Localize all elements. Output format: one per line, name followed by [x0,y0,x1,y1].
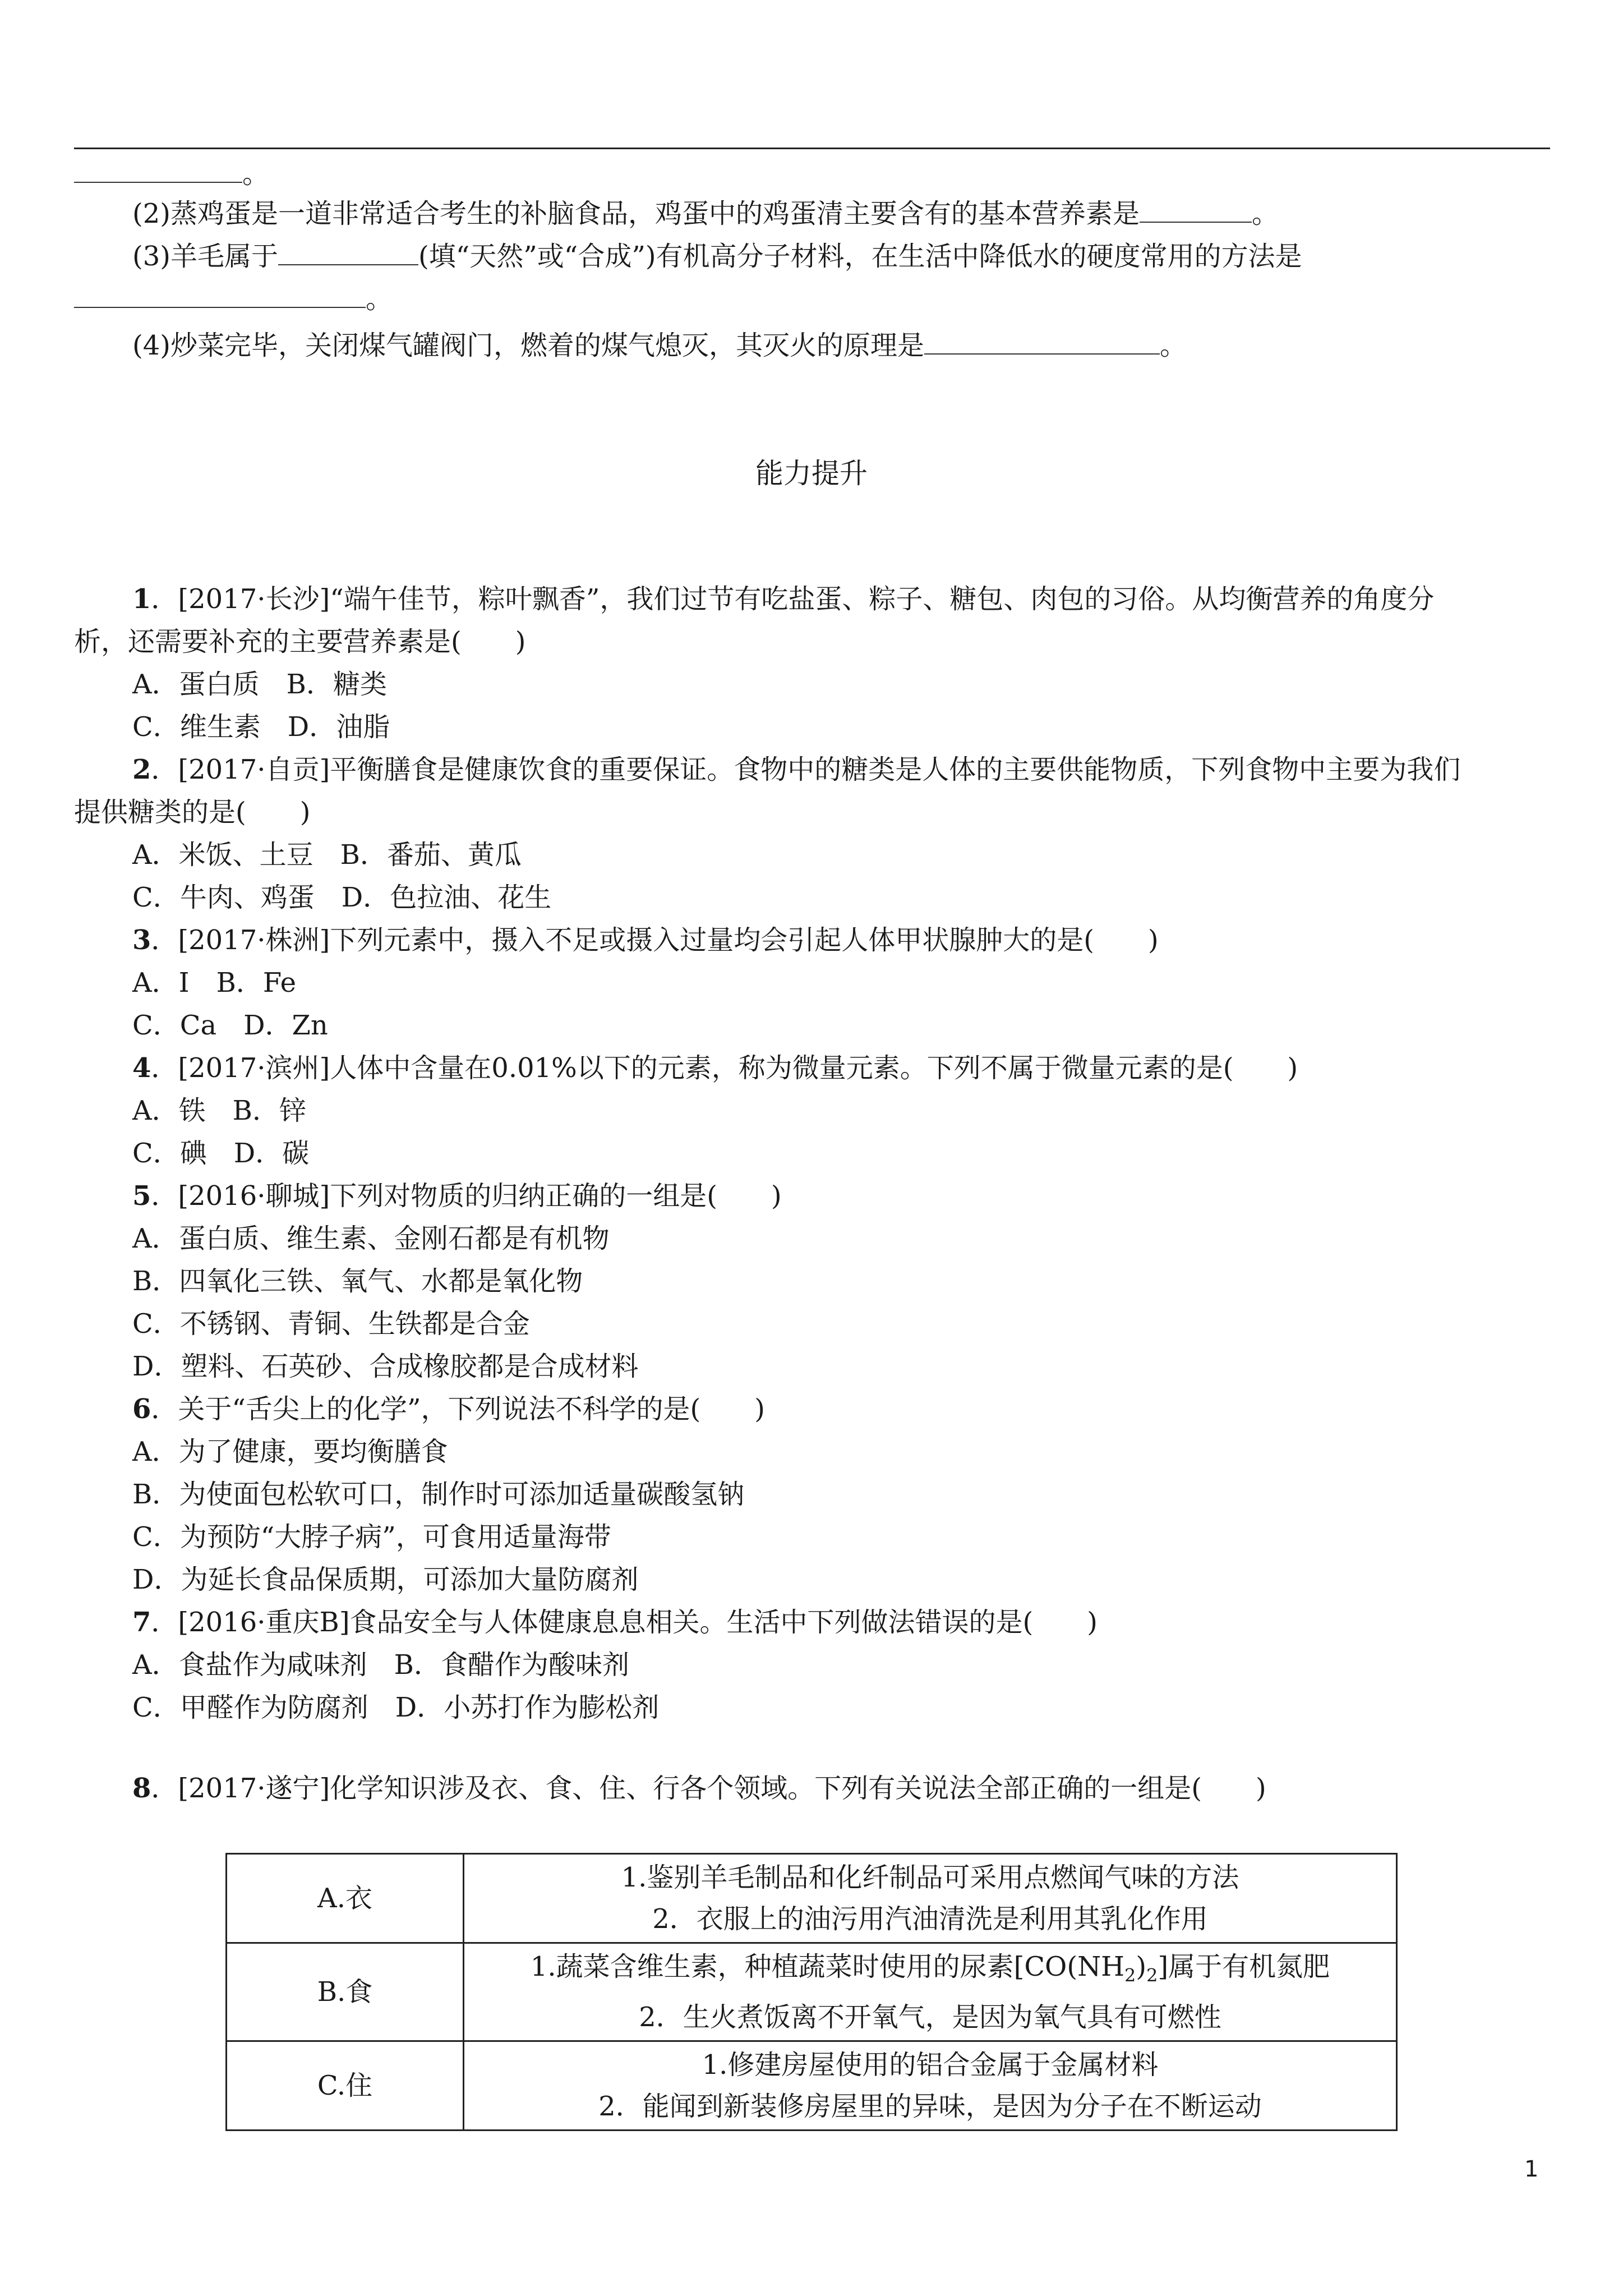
question-part-3-continued: 。 [74,278,393,320]
question-4: 4．[2017·滨州]人体中含量在0.01%以下的元素，称为微量元素。下列不属于微量元素的是( ) [132,1052,1298,1084]
question-5-option-d[interactable]: D．塑料、石英砂、合成橡胶都是合成材料 [132,1351,639,1382]
question-7: 7．[2016·重庆B]食品安全与人体健康息息相关。生活中下列做法错误的是( ) [132,1607,1098,1638]
option-label: B.食 [227,1943,464,2041]
question-1: 1．[2017·长沙]“端午佳节，粽叶飘香”，我们过节有吃盐蛋、粽子、糖包、肉包的习俗。从均衡营养的角度分 [132,583,1435,615]
table-row[interactable] [227,1943,1397,2041]
question-6-option-d[interactable]: D．为延长食品保质期，可添加大量防腐剂 [132,1564,639,1595]
option-label: A.衣 [227,1854,464,1943]
section-title: 能力提升 [755,457,868,490]
answer-blank[interactable] [74,279,366,308]
question-4-options-ab[interactable]: A．铁 B．锌 [132,1095,306,1126]
question-7-options-cd[interactable]: C．甲醛作为防腐剂 D．小苏打作为膨松剂 [132,1692,660,1723]
question-part-4: (4)炒菜完毕，关闭煤气罐阀门，燃着的煤气熄灭，其灭火的原理是 。 [132,324,1187,367]
option-statements: 1.鉴别羊毛制品和化纤制品可采用点燃闻气味的方法 2．衣服上的油污用汽油清洗是利用其乳化作用 [464,1854,1397,1943]
question-3-options-cd[interactable]: C．Ca D．Zn [132,1010,328,1041]
question-5-option-a[interactable]: A．蛋白质、维生素、金刚石都是有机物 [132,1223,610,1254]
question-part-2: (2)蒸鸡蛋是一道非常适合考生的补脑食品，鸡蛋中的鸡蛋清主要含有的基本营养素是 。 [132,192,1279,235]
header-rule [74,148,1550,149]
question-6-option-a[interactable]: A．为了健康，要均衡膳食 [132,1436,448,1467]
answer-blank[interactable] [924,325,1160,355]
question-5-option-b[interactable]: B．四氧化三铁、氧气、水都是氧化物 [132,1266,583,1297]
question-3: 3．[2017·株洲]下列元素中，摄入不足或摄入过量均会引起人体甲状腺肿大的是( ) [132,924,1159,956]
question-6: 6．关于“舌尖上的化学”，下列说法不科学的是( ) [132,1393,765,1425]
question-5: 5．[2016·聊城]下列对物质的归纳正确的一组是( ) [132,1180,782,1212]
question-6-option-c[interactable]: C．为预防“大脖子病”，可食用适量海带 [132,1521,611,1553]
question-1-options-ab[interactable]: A．蛋白质 B．糖类 [132,669,387,700]
answer-blank[interactable] [1140,194,1252,223]
question-7-options-ab[interactable]: A．食盐作为咸味剂 B．食醋作为酸味剂 [132,1649,629,1681]
option-label: C.住 [227,2041,464,2130]
question-1-options-cd[interactable]: C．维生素 D．油脂 [132,711,390,743]
question-3-options-ab[interactable]: A．I B．Fe [132,967,296,999]
question-2-options-cd[interactable]: C．牛肉、鸡蛋 D．色拉油、花生 [132,882,552,913]
option-statements: 1.蔬菜含维生素，种植蔬菜时使用的尿素$[CO(NH_2)_2]$属于有机氮肥 2．生火煮饭离不开氧气，是因为氧气具有可燃性 [464,1943,1397,2041]
question-8-options-table [225,1853,1398,2131]
question-4-options-cd[interactable]: C．碘 D．碳 [132,1138,310,1169]
table-row[interactable] [227,2041,1397,2130]
question-2: 2．[2017·自贡]平衡膳食是健康饮食的重要保证。食物中的糖类是人体的主要供能物质，下列食物中主要为我们 [132,754,1461,785]
question-5-option-c[interactable]: C．不锈钢、青铜、生铁都是合金 [132,1308,530,1340]
option-statements: 1.修建房屋使用的铝合金属于金属材料 2．能闻到新装修房屋里的异味，是因为分子在不断运动 [464,2041,1397,2130]
question-2-continued: 提供糖类的是( ) [74,797,311,828]
table-row[interactable] [227,1854,1397,1943]
question-6-option-b[interactable]: B．为使面包松软可口，制作时可添加适量碳酸氢钠 [132,1479,745,1510]
question-1-continued: 析，还需要补充的主要营养素是( ) [74,626,526,657]
question-2-options-ab[interactable]: A．米饭、土豆 B．番茄、黄瓜 [132,839,522,871]
answer-blank[interactable] [278,236,418,265]
answer-line-continued: 。 [74,153,269,195]
question-part-3: (3)羊毛属于 (填“天然”或“合成”)有机高分子材料，在生活中降低水的硬度常用的方法是 [132,235,1302,278]
answer-blank[interactable] [74,154,242,183]
page-number: 1 [1524,2156,1539,2182]
question-8: 8．[2017·遂宁]化学知识涉及衣、食、住、行各个领域。下列有关说法全部正确的一组是( ) [132,1773,1266,1804]
